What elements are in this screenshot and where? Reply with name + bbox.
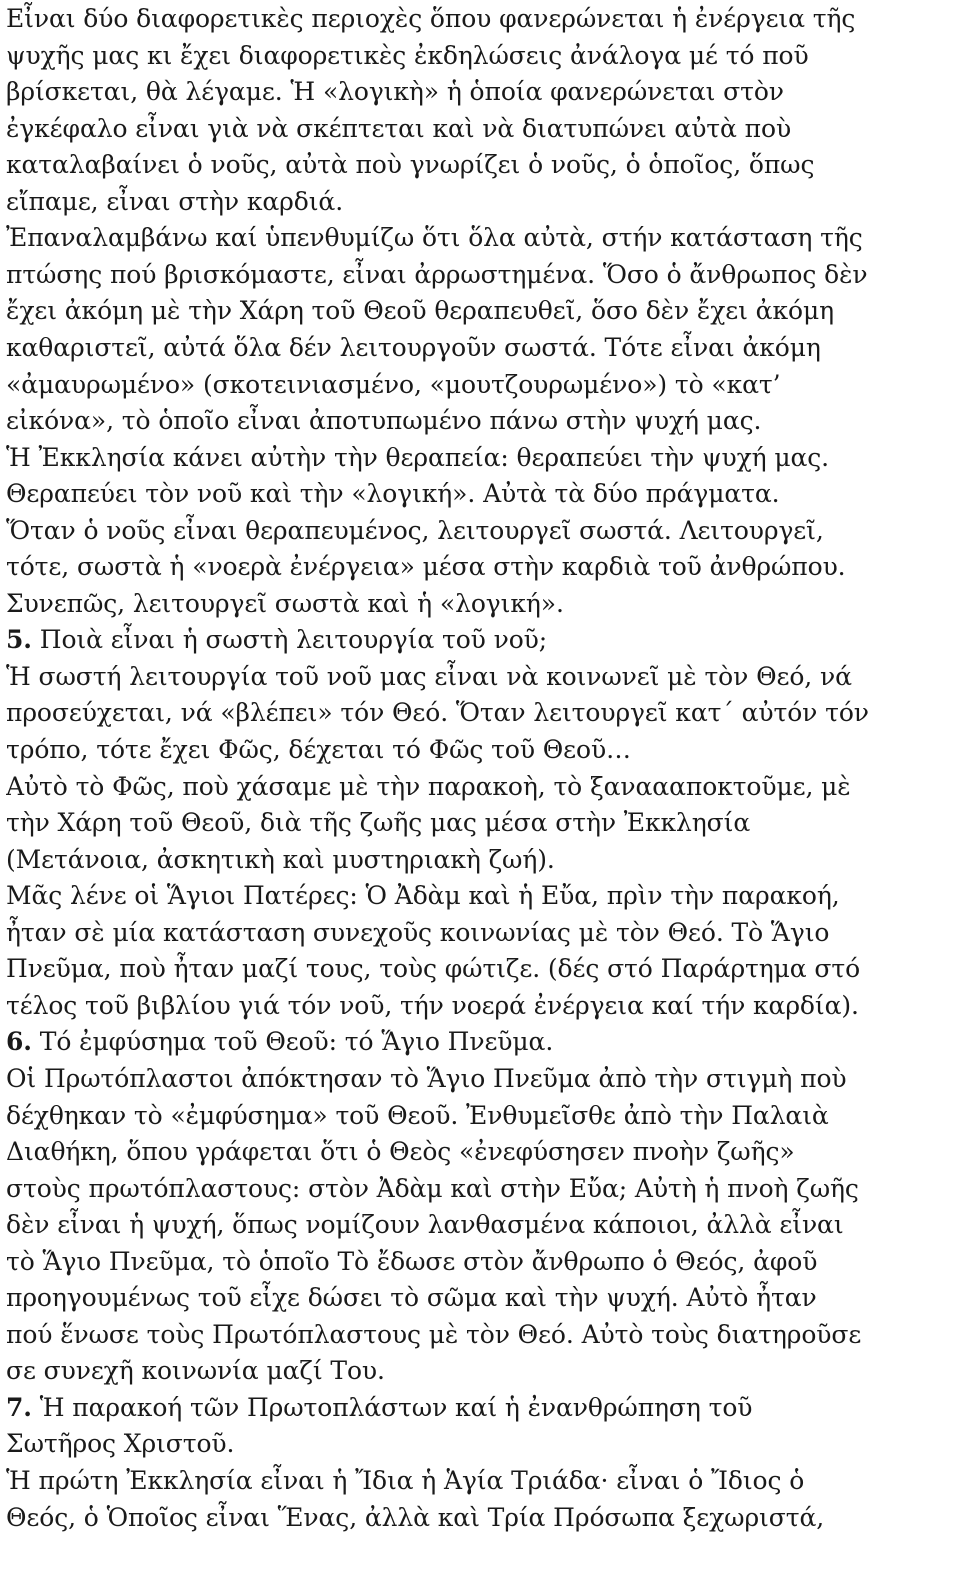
text-line [6,1207,844,1243]
text-line [6,367,781,403]
text-line [6,293,834,329]
text-line [6,1061,847,1097]
text-line [6,1,855,37]
text-line [6,695,869,731]
line-text: Μᾶς λένε οἱ Ἅγιοι Πατέρες: Ὁ Ἀδὰμ καὶ ἡ Εὔα, πρὶν τὴν παρακοή, [6,881,840,911]
line-text: δὲν εἶναι ἡ ψυχή, ὅπως νομίζουν λανθασμένα κάποιοι, ἀλλὰ εἶναι [6,1210,844,1240]
line-text: βρίσκεται, θὰ λέγαμε. Ἡ «λογικὴ» ἡ ὁποία φανερώνεται στὸν [6,77,784,107]
line-text: Θεός, ὁ Ὁποῖος εἶναι Ἕνας, ἀλλὰ καὶ Τρία Πρόσωπα ξεχωριστά, [6,1502,825,1532]
line-text: ἐγκέφαλο εἶναι γιὰ νὰ σκέπτεται καὶ νὰ διατυπώνει αὐτὰ ποὺ [6,113,792,143]
line-text: Τό ἐμφύσημα τοῦ Θεοῦ: τό Ἅγιο Πνεῦμα. [31,1027,554,1057]
line-text: Ἐπαναλαμβάνω καί ὑπενθυμίζω ὅτι ὅλα αὐτὰ, στήν κατάσταση τῆς [6,223,863,253]
line-text: Ἡ σωστή λειτουργία τοῦ νοῦ μας εἶναι νὰ κοινωνεῖ μὲ τὸν Θεό, νά [6,661,852,691]
text-line [6,1134,795,1170]
text-line [6,1280,817,1316]
line-text: πτώσης πού βρισκόμαστε, εἶναι ἀρρωστημένα. Ὅσο ὁ ἄνθρωπος δὲν [6,259,868,289]
section-number: 6. [6,1027,32,1057]
text-line [6,732,631,768]
section-number: 7. [6,1392,32,1422]
text-line [6,1463,804,1499]
text-line [6,1098,829,1134]
line-text: εἴπαμε, εἶναι στὴν καρδιά. [6,186,344,216]
line-text: Θεραπεύει τὸν νοῦ καὶ τὴν «λογική». Αὐτὰ τὰ δύο πράγματα. [6,479,780,509]
text-line [6,878,840,914]
text-line [6,403,761,439]
text-line [6,1500,824,1536]
line-text: τέλος τοῦ βιβλίου γιά τόν νοῦ, τήν νοερά ἐνέργεια καί τήν καρδία). [6,990,859,1020]
text-line [6,1390,752,1426]
line-text: Συνεπῶς, λειτουργεῖ σωστὰ καὶ ἡ «λογική». [6,588,564,618]
text-line [6,1244,817,1280]
line-text: εἰκόνα», τὸ ὁποῖο εἶναι ἀποτυπωμένο πάνω στὴν ψυχή μας. [6,406,762,435]
text-line [6,1426,234,1462]
text-line [6,111,791,147]
text-line [6,549,846,585]
text-line [6,257,868,293]
text-line [6,38,809,74]
text-line [6,1024,553,1060]
text-line [6,1171,859,1207]
text-line [6,476,780,512]
line-text: Διαθήκη, ὅπου γράφεται ὅτι ὁ Θεὸς «ἐνεφύσησεν πνοὴν ζωῆς» [6,1137,795,1166]
text-line [6,147,814,183]
line-text: (Μετάνοια, ἀσκητικὴ καὶ μυστηριακὴ ζωή). [6,844,555,874]
line-text: καταλαβαίνει ὁ νοῦς, αὐτὰ ποὺ γνωρίζει ὁ νοῦς, ὁ ὁποῖος, ὅπως [6,150,815,180]
text-line [6,220,863,256]
text-line [6,659,852,695]
line-text: προσεύχεται, νά «βλέπει» τόν Θεό. Ὅταν λειτουργεῖ κατ΄ αὐτόν τόν [6,698,869,728]
line-text: Ποιὰ εἶναι ἡ σωστὴ λειτουργία τοῦ νοῦ; [31,625,548,655]
line-text: «ἀμαυρωμένο» (σκοτεινιασμένο, «μουτζουρωμένο») τὸ «κατ’ [6,369,781,399]
text-line [6,513,824,549]
line-text: Εἶναι δύο διαφορετικὲς περιοχὲς ὅπου φανερώνεται ἡ ἐνέργεια τῆς [6,4,856,33]
line-text: Ἡ παρακοή τῶν Πρωτοπλάστων καί ἡ ἐνανθρώπηση τοῦ [31,1392,753,1422]
text-line [6,951,860,987]
text-line [6,440,829,476]
line-text: προηγουμένως τοῦ εἶχε δώσει τὸ σῶμα καὶ τὴν ψυχή. Αὐτὸ ἦταν [6,1283,817,1313]
line-text: Ὅταν ὁ νοῦς εἶναι θεραπευμένος, λειτουργεῖ σωστά. Λειτουργεῖ, [6,515,824,545]
text-line [6,330,821,366]
line-text: Ἡ Ἐκκλησία κάνει αὐτὴν τὴν θεραπεία: θεραπεύει τὴν ψυχή μας. [6,442,830,472]
line-text: τρόπο, τότε ἔχει Φῶς, δέχεται τό Φῶς τοῦ Θεοῦ… [6,735,631,764]
line-text: στοὺς πρωτόπλαστους: στὸν Ἀδὰμ καὶ στὴν Εὔα; Αὐτὴ ἡ πνοὴ ζωῆς [6,1173,859,1203]
text-line [6,842,555,878]
text-line [6,1353,385,1389]
line-text: Αὐτὸ τὸ Φῶς, ποὺ χάσαμε μὲ τὴν παρακοὴ, τὸ ξαναααποκτοῦμε, μὲ [6,771,851,801]
text-line [6,805,750,841]
text-line [6,915,829,951]
line-text: ἦταν σὲ μία κατάσταση συνεχοῦς κοινωνίας μὲ τὸν Θεό. Τὸ Ἅγιο [6,917,830,947]
text-line [6,988,859,1024]
line-text: ψυχῆς μας κι ἔχει διαφορετικὲς ἐκδηλώσεις ἀνάλογα μέ τό ποῦ [6,40,809,70]
line-text: καθαριστεῖ, αὐτά ὅλα δέν λειτουργοῦν σωστά. Τότε εἶναι ἀκόμη [6,332,821,362]
text-line [6,769,851,805]
line-text: τὴν Χάρη τοῦ Θεοῦ, διὰ τῆς ζωῆς μας μέσα στὴν Ἐκκλησία [6,808,751,838]
text-line [6,622,547,658]
text-line [6,184,343,220]
text-line [6,1317,861,1353]
line-text: πού ἕνωσε τοὺς Πρωτόπλαστους μὲ τὸν Θεό. Αὐτὸ τοὺς διατηροῦσε [6,1319,862,1349]
line-text: τὸ Ἅγιο Πνεῦμα, τὸ ὁποῖο Τὸ ἔδωσε στὸν ἄνθρωπο ὁ Θεός, ἀφοῦ [6,1246,818,1276]
line-text: σε συνεχῆ κοινωνία μαζί Του. [6,1356,385,1386]
line-text: Σωτῆρος Χριστοῦ. [6,1429,235,1459]
text-line [6,74,784,110]
document-page [6,0,956,1584]
line-text: Πνεῦμα, ποὺ ἦταν μαζί τους, τοὺς φώτιζε. (δές στό Παράρτημα στό [6,954,861,984]
line-text: δέχθηκαν τὸ «ἐμφύσημα» τοῦ Θεοῦ. Ἐνθυμεῖσθε ἀπὸ τὴν Παλαιὰ [6,1100,829,1130]
line-text: τότε, σωστὰ ἡ «νοερὰ ἐνέργεια» μέσα στὴν καρδιὰ τοῦ ἀνθρώπου. [6,552,846,582]
line-text: ἔχει ἀκόμη μὲ τὴν Χάρη τοῦ Θεοῦ θεραπευθεῖ, ὅσο δὲν ἔχει ἀκόμη [6,296,834,326]
line-text: Οἱ Πρωτόπλαστοι ἀπόκτησαν τὸ Ἅγιο Πνεῦμα ἀπὸ τὴν στιγμὴ ποὺ [6,1063,847,1093]
line-text: Ἡ πρώτη Ἐκκλησία εἶναι ἡ Ἴδια ἡ Ἁγία Τριάδα· εἶναι ὁ Ἴδιος ὁ [6,1466,805,1495]
text-line [6,586,564,622]
section-number: 5. [6,625,32,655]
